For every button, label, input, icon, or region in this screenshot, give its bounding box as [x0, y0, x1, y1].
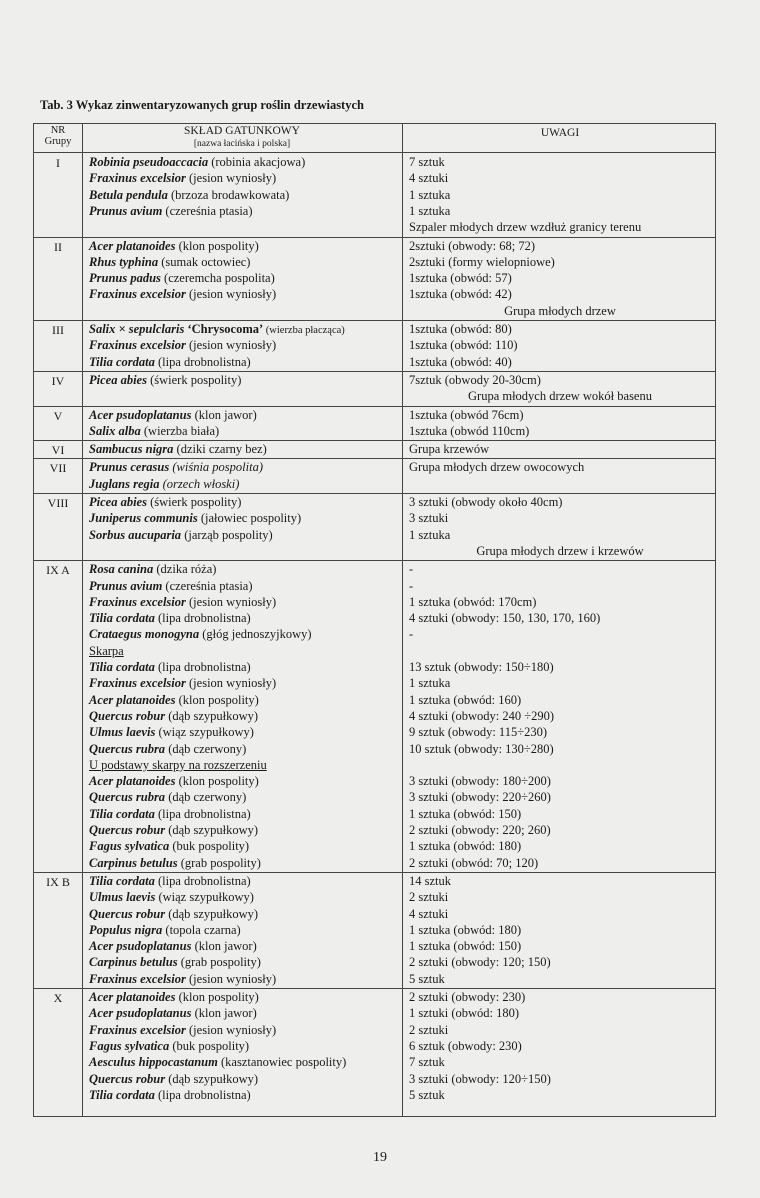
- remark: Grupa młodych drzew i krzewów: [476, 543, 644, 558]
- species-latin-name: Populus nigra: [89, 922, 163, 937]
- species-entry: [89, 692, 259, 708]
- header-divider: [34, 152, 715, 153]
- species-polish-name: (jesion wyniosły): [185, 1022, 277, 1037]
- species-latin-name: Quercus robur: [89, 1071, 166, 1086]
- species-entry: [89, 1071, 258, 1087]
- species-polish-name: (lipa drobnolistna): [154, 873, 251, 888]
- species-latin-name: Picea abies: [89, 372, 147, 387]
- species-entry: [89, 1005, 257, 1021]
- species-latin-name: Salix alba: [89, 423, 141, 438]
- species-entry: [89, 1038, 249, 1054]
- species-entry: [89, 254, 250, 270]
- remark: 1sztuka (obwód: 80): [409, 322, 512, 336]
- remark: 7 sztuk: [409, 1055, 445, 1070]
- page-number: 19: [373, 1150, 387, 1165]
- species-polish-name: (klon jawor): [191, 1006, 257, 1021]
- species-polish-name: (wierzba płacząca): [263, 325, 345, 336]
- remark: -: [409, 578, 414, 593]
- group-number: I: [56, 156, 60, 170]
- species-latin-name: Ulmus laevis: [89, 890, 156, 905]
- species-entry: [89, 741, 246, 757]
- remark: 1 sztuka (obwód: 180): [409, 922, 522, 937]
- subsection-label: Skarpa: [89, 643, 124, 658]
- species-latin-name: Acer platanoides: [89, 774, 176, 789]
- species-entry: [89, 154, 305, 170]
- remark: 2sztuki (formy wielopniowe): [409, 254, 555, 269]
- remark: 1sztuka (obwód: 42): [409, 287, 512, 302]
- species-polish-name: (jesion wyniosły): [185, 171, 277, 186]
- group-number: IV: [51, 373, 65, 388]
- remark: 2 sztuki (obwody: 120; 150): [409, 955, 551, 970]
- species-latin-name: Tilia cordata: [89, 873, 155, 888]
- header-nr: [36, 125, 80, 147]
- group-number: III: [52, 323, 64, 337]
- species-entry: [89, 906, 258, 922]
- remark: 4 sztuki (obwody: 150, 130, 170, 160): [409, 611, 601, 626]
- species-polish-name: (klon pospolity): [175, 238, 259, 253]
- species-polish-name: (jesion wyniosły): [185, 676, 277, 691]
- remark: 1sztuka (obwód: 57): [409, 271, 512, 286]
- species-polish-name: (dąb szypułkowy): [165, 1071, 259, 1086]
- species-polish-name: (grab pospolity): [177, 955, 261, 970]
- group-number: X: [53, 991, 63, 1005]
- species-polish-name: (jałowiec pospolity): [197, 511, 302, 526]
- remark: 1 sztuka (obwód: 150): [409, 806, 522, 821]
- species-entry: [89, 626, 312, 642]
- remark: 1 sztuka: [409, 527, 451, 542]
- species-latin-name: Tilia cordata: [89, 611, 155, 626]
- species-entry: [89, 838, 249, 854]
- species-latin-name: Juglans regia: [89, 476, 160, 491]
- species-entry: [89, 806, 251, 822]
- remark: 3 sztuki (obwody: 220÷260): [409, 790, 551, 805]
- remark: Grupa krzewów: [409, 442, 490, 457]
- header-nr-label2: Grupy: [44, 136, 72, 147]
- species-entry: [89, 407, 257, 423]
- species-latin-name: Quercus rubra: [89, 790, 166, 805]
- remark: 3 sztuki: [409, 511, 449, 526]
- remark: -: [409, 562, 414, 577]
- group-number: IX A: [46, 563, 70, 578]
- header-sklad-label: SKŁAD GATUNKOWY: [184, 125, 300, 137]
- species-polish-name: (wiąz szypułkowy): [155, 725, 254, 740]
- species-latin-name: Picea abies: [89, 495, 147, 509]
- species-entry: [89, 441, 267, 457]
- species-entry: [89, 773, 259, 789]
- species-entry: [89, 594, 276, 610]
- species-entry: [89, 1087, 251, 1103]
- remark: 3 sztuki (obwody około 40cm): [409, 495, 563, 509]
- remark: Szpaler młodych drzew wzdłuż granicy terenu: [409, 220, 642, 235]
- species-latin-name: Carpinus betulus: [89, 955, 178, 970]
- species-latin-name: Quercus robur: [89, 823, 166, 837]
- species-polish-name: (wiśnia pospolita): [169, 460, 264, 475]
- remark: 1 sztuka (obwód: 170cm): [409, 594, 537, 609]
- species-entry: [89, 354, 251, 370]
- species-entry: [89, 873, 251, 889]
- species-polish-name: (robinia akacjowa): [208, 155, 306, 169]
- species-polish-name: (jesion wyniosły): [185, 594, 277, 609]
- species-polish-name: (grab pospolity): [177, 855, 261, 870]
- subsection-label: U podstawy skarpy na rozszerzeniu: [89, 757, 267, 772]
- group-number: VI: [51, 443, 65, 458]
- species-latin-name: Quercus robur: [89, 906, 166, 921]
- species-entry: [89, 724, 254, 740]
- species-polish-name: (dąb szypułkowy): [165, 823, 259, 837]
- remark: 13 sztuk (obwody: 150÷180): [409, 660, 554, 674]
- species-polish-name: (lipa drobnolistna): [154, 611, 251, 626]
- remark: 1 sztuki (obwód: 180): [409, 1006, 520, 1021]
- species-latin-name: Prunus avium: [89, 203, 163, 218]
- species-polish-name: (wierzba biała): [140, 423, 220, 438]
- species-latin-name: Fraxinus excelsior: [89, 1022, 186, 1037]
- species-latin-name: Betula pendula: [89, 187, 168, 202]
- species-latin-name: Tilia cordata: [89, 354, 155, 369]
- species-table: [33, 123, 716, 1117]
- remark: 4 sztuki: [409, 906, 449, 921]
- species-latin-name: Fraxinus excelsior: [89, 171, 186, 186]
- species-polish-name: (kasztanowiec pospolity): [217, 1055, 347, 1070]
- species-entry: [89, 203, 253, 219]
- species-entry: [89, 187, 289, 203]
- remark: 4 sztuki: [409, 171, 449, 186]
- species-entry: [89, 659, 251, 675]
- species-entry: [89, 578, 253, 594]
- header-sklad-sub: [nazwa łacińska i polska]: [193, 139, 291, 149]
- species-latin-name: Ulmus laevis: [89, 725, 156, 740]
- species-polish-name: (świerk pospolity): [146, 372, 242, 387]
- species-entry: [89, 476, 239, 492]
- remark: -: [409, 627, 414, 642]
- species-polish-name: (głóg jednoszyjkowy): [199, 627, 312, 642]
- species-polish-name: (dziki czarny bez): [173, 442, 267, 457]
- remark: 2 sztuki: [409, 890, 449, 905]
- remark: 1sztuka (obwód: 40): [409, 354, 512, 369]
- species-latin-name: Acer platanoides: [89, 238, 176, 253]
- species-entry: [89, 238, 259, 254]
- species-latin-name: Aesculus hippocastanum: [89, 1055, 218, 1070]
- species-latin-name: Crataegus monogyna: [89, 627, 200, 642]
- remark: 14 sztuk: [409, 873, 452, 888]
- species-latin-name: Robinia pseudoaccacia: [89, 155, 209, 169]
- species-latin-name: Quercus rubra: [89, 741, 166, 756]
- species-entry: [89, 494, 241, 510]
- species-entry: [89, 459, 263, 475]
- remark: 5 sztuk: [409, 1087, 445, 1102]
- remark: 2 sztuki (obwody: 220; 260): [409, 823, 551, 837]
- species-entry: [89, 372, 241, 388]
- species-latin-name: Acer platanoides: [89, 990, 176, 1004]
- remark: 1 sztuka: [409, 676, 451, 691]
- species-polish-name: (sumak octowiec): [158, 254, 251, 269]
- species-latin-name: Prunus padus: [89, 271, 161, 286]
- species-polish-name: (topola czarna): [162, 922, 241, 937]
- species-polish-name: (czeremcha pospolita): [160, 271, 275, 286]
- remark: 6 sztuk (obwody: 230): [409, 1038, 522, 1053]
- remark: 1 sztuka: [409, 187, 451, 202]
- species-entry: [89, 321, 345, 339]
- species-latin-name: Fraxinus excelsior: [89, 676, 186, 691]
- species-entry: [89, 822, 258, 838]
- species-latin-name: Tilia cordata: [89, 660, 155, 674]
- species-entry: [89, 561, 216, 577]
- species-latin-name: Fraxinus excelsior: [89, 287, 186, 302]
- species-latin-name: Tilia cordata: [89, 806, 155, 821]
- cultivar-name: ‘Chrysocoma’: [184, 322, 264, 336]
- species-latin-name: Sorbus aucuparia: [89, 527, 182, 542]
- species-polish-name: (dąb szypułkowy): [165, 708, 259, 723]
- remark: Grupa młodych drzew owocowych: [409, 460, 585, 475]
- species-latin-name: Acer platanoides: [89, 692, 176, 707]
- species-polish-name: (dzika róża): [153, 562, 217, 577]
- remark: 1 sztuka: [409, 203, 451, 218]
- species-polish-name: (jesion wyniosły): [185, 971, 277, 986]
- species-entry: [89, 954, 261, 970]
- species-polish-name: (lipa drobnolistna): [154, 660, 251, 674]
- species-entry: [89, 1022, 276, 1038]
- species-entry: [89, 337, 276, 353]
- species-latin-name: Juniperus communis: [89, 511, 198, 526]
- remark: Grupa młodych drzew wokół basenu: [468, 389, 652, 404]
- species-polish-name: (klon jawor): [191, 407, 257, 422]
- species-entry: [89, 1054, 346, 1070]
- remark: 2 sztuki (obwody: 230): [409, 990, 526, 1004]
- species-latin-name: Fraxinus excelsior: [89, 338, 186, 353]
- remark: 9 sztuk (obwody: 115÷230): [409, 725, 547, 740]
- species-latin-name: Prunus cerasus: [89, 460, 170, 475]
- species-entry: [89, 675, 276, 691]
- species-polish-name: (świerk pospolity): [146, 495, 242, 509]
- species-polish-name: (lipa drobnolistna): [154, 806, 251, 821]
- species-latin-name: Fagus sylvatica: [89, 1038, 170, 1053]
- remark: 4 sztuki (obwody: 240 ÷290): [409, 708, 555, 723]
- species-latin-name: Quercus robur: [89, 708, 166, 723]
- species-polish-name: (jesion wyniosły): [185, 338, 277, 353]
- species-entry: [89, 889, 254, 905]
- group-number: IX B: [46, 874, 70, 889]
- group-number: VIII: [47, 496, 69, 510]
- species-entry: [89, 510, 301, 526]
- species-entry: [89, 527, 273, 543]
- species-latin-name: Acer psudoplatanus: [89, 939, 192, 954]
- species-latin-name: Tilia cordata: [89, 1087, 155, 1102]
- species-polish-name: (dąb szypułkowy): [165, 906, 259, 921]
- species-latin-name: Salix × sepulclaris: [89, 322, 185, 336]
- remark: 1sztuka (obwód 110cm): [409, 423, 530, 438]
- species-polish-name: (buk pospolity): [169, 1038, 250, 1053]
- species-entry: [89, 789, 246, 805]
- remark: 1sztuka (obwód 76cm): [409, 407, 524, 422]
- group-number: V: [53, 408, 63, 423]
- species-entry: [89, 708, 258, 724]
- species-entry: [89, 989, 259, 1005]
- remark: 1sztuka (obwód: 110): [409, 338, 518, 353]
- species-polish-name: (klon pospolity): [175, 990, 259, 1004]
- species-polish-name: (dąb czerwony): [165, 741, 247, 756]
- species-entry: [89, 423, 219, 439]
- species-latin-name: Fagus sylvatica: [89, 839, 170, 854]
- col-divider: [82, 124, 83, 1116]
- species-entry: [89, 938, 257, 954]
- remark: 3 sztuki (obwody: 120÷150): [409, 1071, 551, 1086]
- species-polish-name: (klon pospolity): [175, 774, 259, 789]
- species-entry: [89, 270, 275, 286]
- species-polish-name: (klon jawor): [191, 939, 257, 954]
- remark: 2 sztuki: [409, 1022, 449, 1037]
- species-latin-name: Acer psudoplatanus: [89, 407, 192, 422]
- species-polish-name: (wiąz szypułkowy): [155, 890, 254, 905]
- header-sklad: [82, 125, 402, 151]
- species-latin-name: Prunus avium: [89, 578, 163, 593]
- species-entry: [89, 610, 251, 626]
- remark: 2 sztuki (obwód: 70; 120): [409, 855, 539, 870]
- species-polish-name: (dąb czerwony): [165, 790, 247, 805]
- header-nr-label: NR: [50, 125, 66, 136]
- species-entry: [89, 855, 261, 871]
- species-polish-name: (orzech włoski): [159, 476, 240, 491]
- remark: 3 sztuki (obwody: 180÷200): [409, 774, 551, 789]
- header-uwagi: UWAGI: [540, 127, 580, 139]
- species-polish-name: (lipa drobnolistna): [154, 354, 251, 369]
- remark: 1 sztuka (obwód: 180): [409, 839, 522, 854]
- species-polish-name: (lipa drobnolistna): [154, 1087, 251, 1102]
- col-divider: [402, 124, 403, 1116]
- species-latin-name: Carpinus betulus: [89, 855, 178, 870]
- species-polish-name: (buk pospolity): [169, 839, 250, 854]
- table-caption: Tab. 3 Wykaz zinwentaryzowanych grup roślin drzewiastych: [40, 98, 364, 112]
- remark: 5 sztuk: [409, 971, 445, 986]
- remark: 1 sztuka (obwód: 150): [409, 939, 522, 954]
- group-number: II: [54, 239, 62, 254]
- species-polish-name: (czereśnia ptasia): [162, 578, 253, 593]
- species-polish-name: (jarząb pospolity): [181, 527, 273, 542]
- remark: 2sztuki (obwody: 68; 72): [409, 238, 536, 253]
- species-latin-name: Sambucus nigra: [89, 442, 174, 457]
- remark: Grupa młodych drzew: [504, 303, 616, 318]
- species-entry: [89, 922, 241, 938]
- species-latin-name: Rhus typhina: [89, 254, 159, 269]
- species-entry: [89, 971, 276, 987]
- remark: 1 sztuka (obwód: 160): [409, 692, 522, 707]
- remark: 7 sztuk: [409, 155, 445, 169]
- remark: 10 sztuk (obwody: 130÷280): [409, 741, 554, 756]
- group-number: VII: [49, 461, 67, 476]
- species-polish-name: (brzoza brodawkowata): [167, 187, 290, 202]
- species-entry: [89, 170, 276, 186]
- species-polish-name: (klon pospolity): [175, 692, 259, 707]
- species-polish-name: (jesion wyniosły): [185, 287, 277, 302]
- species-latin-name: Fraxinus excelsior: [89, 594, 186, 609]
- species-latin-name: Acer psudoplatanus: [89, 1006, 192, 1021]
- species-latin-name: Fraxinus excelsior: [89, 971, 186, 986]
- species-polish-name: (czereśnia ptasia): [162, 203, 253, 218]
- species-latin-name: Rosa canina: [89, 562, 154, 577]
- remark: 7sztuk (obwody 20-30cm): [409, 372, 541, 387]
- species-entry: [89, 286, 276, 302]
